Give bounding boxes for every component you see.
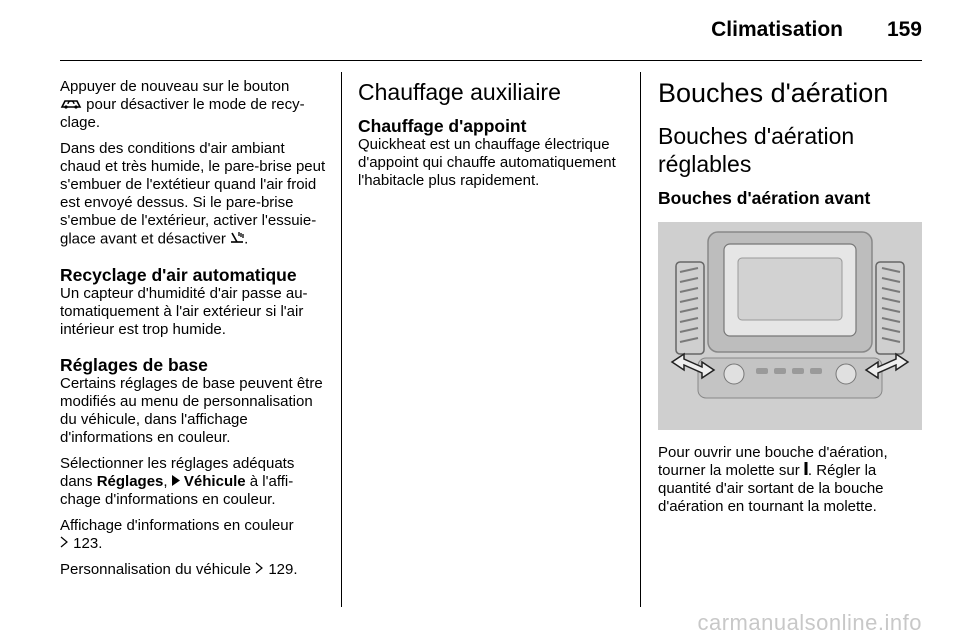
heading-chauffage-appoint: Chauffage d'appoint (358, 116, 527, 136)
text: Dans des conditions d'air ambiant chaud et très humide, le pare-brise peut s'embuer de l'extétieur quand l'air froid est envoyé dessus. Si le pare-brise s'embue de l'extérieur, activer l'essuie-glace avant et désactiver (60, 140, 326, 248)
arrow-right-icon (172, 473, 180, 491)
paragraph: Un capteur d'humidité d'air passe automatiquement à l'air extérieur si l'air intérieur est trop humide. (60, 285, 308, 339)
dashboard-illustration (658, 222, 922, 430)
watermark: carmanualsonline.info (697, 610, 922, 635)
menu-vehicule: Véhicule (183, 473, 246, 491)
text: Appuyer de nouveau sur le bouton (60, 78, 290, 95)
air-recirculation-icon (60, 96, 82, 114)
text: Pour ouvrir une bouche d'aération, tourner la molette sur (658, 444, 888, 479)
paragraph (658, 444, 922, 516)
paragraph: Certains réglages de base peuvent être modifiés au menu de personnalisation du véhicule, dans l'affichage d'informations en couleur. (60, 375, 323, 447)
text: . (244, 230, 249, 248)
heading-recyclage: Recyclage d'air automatique (60, 265, 297, 286)
paragraph (60, 140, 328, 249)
paragraph: Quickheat est un chauffage électrique d'appoint qui chauffe automatiquement l'habitacle plus rapidement. (358, 136, 616, 189)
column-left (60, 78, 328, 587)
heading-chauffage-auxiliaire: Chauffage auxiliaire (358, 79, 561, 105)
header-rule (60, 60, 922, 61)
paragraph (60, 455, 328, 509)
column-divider (341, 72, 342, 607)
text: Sélectionner les réglages adéquats dans (60, 455, 295, 491)
text: Affichage d'informations en couleur (60, 517, 294, 535)
column-divider (640, 72, 641, 607)
page-reference-icon (255, 561, 264, 579)
header-title: Climatisation (711, 18, 843, 41)
text: , (163, 473, 172, 491)
text: Personnalisation du véhicule (60, 561, 251, 579)
heading-bouches-avant: Bouches d'aération avant (658, 188, 871, 208)
menu-reglages: Réglages (96, 473, 164, 491)
page-reference-icon (60, 535, 69, 553)
column-middle (358, 78, 626, 198)
windscreen-wiper-icon (230, 230, 244, 249)
page-reference: 123. (73, 535, 103, 553)
paragraph (60, 78, 328, 132)
text: à l'affichage d'informations en couleur. (60, 473, 294, 509)
heading-reglages: Réglages de base (60, 355, 208, 376)
dashboard-vents-photo (658, 222, 922, 430)
paragraph (60, 517, 328, 553)
paragraph (60, 561, 328, 579)
page-number: 159 (886, 18, 922, 41)
page-reference: 129. (268, 561, 298, 579)
column-right (658, 78, 922, 524)
text: pour désactiver le mode de recyclage. (60, 96, 305, 132)
text: . Régler la quantité d'air sortant de la bouche d'aération en tournant la molette. (658, 462, 884, 516)
heading-bouches-reglables: Bouches d'aération réglables (658, 123, 855, 177)
heading-bouches-aeration: Bouches d'aération (658, 78, 889, 108)
